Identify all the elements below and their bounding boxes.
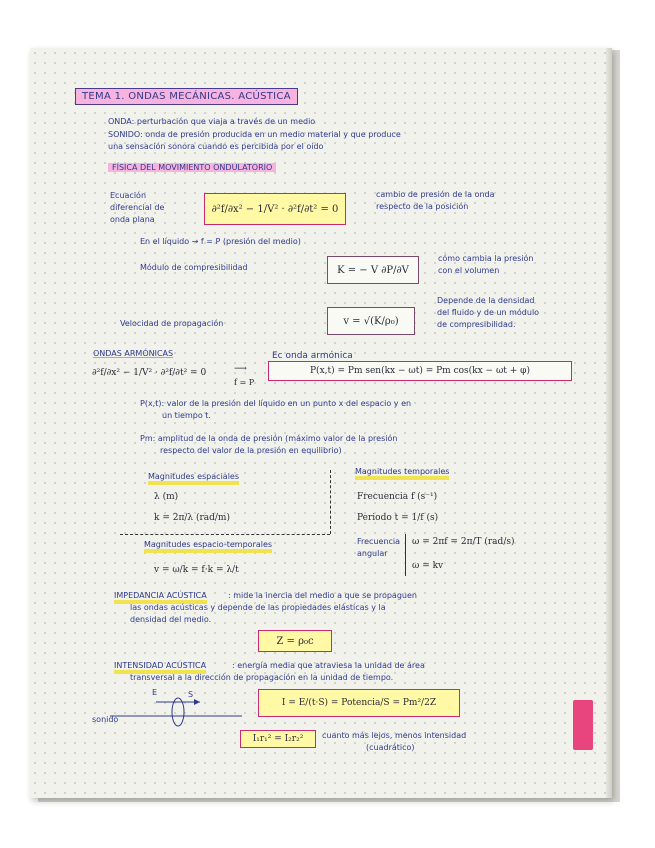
pm-def-line1: Pm: amplitud de la onda de presión (máximo valor de la presión — [140, 434, 398, 443]
intensity-formula: I = E/(t·S) = Potencia/S = Pm²/2Z — [258, 689, 460, 717]
speed-label: Velocidad de propagación — [120, 319, 224, 328]
velocity-relation: v = ω/k = f·k = λ/t — [154, 565, 239, 575]
table-hline — [120, 534, 330, 535]
liquid-note: En el líquido → f = P (presión del medio) — [140, 237, 301, 246]
energy-arrowhead — [194, 699, 200, 705]
spatial-heading: Magnitudes espaciales — [148, 472, 239, 485]
wavenumber: k = 2π/λ (rad/m) — [154, 513, 230, 523]
intensity-line2: transversal a la dirección de propagación en la unidad de tiempo. — [130, 673, 394, 682]
wavelength: λ (m) — [154, 492, 179, 502]
inverse-note-line2: (cuadrático) — [366, 743, 415, 752]
harmonic-heading: Ec onda armónica — [272, 351, 353, 365]
frequency: Frecuencia f (s⁻¹) — [357, 492, 438, 502]
wave-equation-box: ∂²f/∂x² − 1/V² · ∂²f/∂t² = 0 — [204, 193, 346, 225]
section-heading-armonicas: ONDAS ARMÓNICAS — [93, 349, 174, 358]
inverse-square-formula: I₁r₁² = I₂r₂² — [240, 730, 316, 748]
pxt-def-line1: P(x,t): valor de la presión del líquido en un punto x del espacio y en — [140, 399, 412, 408]
diagram-label-e: E — [152, 688, 158, 697]
intro-sonido: SONIDO: onda de presión producida en un medio material y que produce — [108, 130, 401, 139]
speed-note-line1: Depende de la densidad — [437, 296, 535, 305]
pm-def-line2: respecto del valor de la presión en equilibrio) — [160, 446, 342, 455]
arrow-label: f = P — [234, 378, 255, 387]
table-vline — [330, 470, 331, 534]
speed-note-line2: del fluido y de un módulo — [437, 308, 540, 317]
temporal-heading: Magnitudes temporales — [355, 467, 449, 480]
impedance-line2: las ondas acústicas y depende de las propiedades elásticas y la — [130, 603, 386, 612]
period: Periodo t = 1/f (s) — [357, 513, 439, 523]
speed-note-line3: de compresibilidad. — [437, 320, 516, 329]
eq-label-line1: Ecuación — [110, 191, 147, 200]
arrow: ⟶ — [234, 364, 247, 374]
eq-label-line3: onda plana — [110, 215, 155, 224]
angular-formula-1: ω = 2πf = 2π/T (rad/s) — [412, 537, 515, 547]
diagram-label-sound: sonido — [92, 715, 119, 724]
harmonic-diff-eq: ∂²f/∂x² − 1/V² · ∂²f/∂t² = 0 — [92, 368, 207, 378]
spatiotemporal-heading: Magnitudes espacio-temporales — [144, 540, 272, 553]
bulk-note-line2: con el volumen — [438, 266, 500, 275]
angular-label-line1: Frecuencia — [357, 537, 401, 546]
page-tab-marker — [573, 700, 593, 750]
bulk-modulus-formula: K = − V ∂P/∂V — [327, 256, 419, 284]
angular-formula-2: ω = kv — [412, 561, 444, 571]
eq-note-line2: respecto de la posición — [376, 202, 469, 211]
section-heading-fisica: FÍSICA DEL MOVIMIENTO ONDULATORIO — [108, 163, 276, 172]
intensity-heading: INTENSIDAD ACÚSTICA — [114, 661, 206, 674]
harmonic-formula-box: P(x,t) = Pm sen(kx − ωt) = Pm cos(kx − ωt + φ) — [268, 361, 572, 381]
bulk-note-line1: cómo cambia la presión — [438, 254, 534, 263]
impedance-formula: Z = ρ₀c — [258, 630, 332, 652]
notebook-page — [30, 48, 612, 798]
diagram-label-s: S — [188, 690, 194, 699]
speed-formula: v = √(K/ρ₀) — [327, 307, 415, 335]
angular-bracket — [405, 534, 406, 576]
impedance-heading: IMPEDANCIA ACÚSTICA — [114, 591, 207, 604]
sound-diagram — [100, 690, 250, 730]
impedance-line3: densidad del medio. — [130, 615, 212, 624]
bulk-modulus-label: Módulo de compresibilidad — [140, 263, 248, 272]
page-title: TEMA 1. ONDAS MECÁNICAS. ACÚSTICA — [75, 88, 298, 105]
intensity-line1: : energía media que atraviesa la unidad de área — [232, 661, 425, 670]
eq-label-line2: diferencial de — [110, 203, 165, 212]
eq-note-line1: cambio de presión de la onda — [376, 190, 495, 199]
intro-onda: ONDA: perturbación que viaja a través de un medio — [108, 117, 316, 126]
page-edge — [606, 48, 612, 798]
impedance-line1: : mide la inercia del medio a que se propaguen — [228, 591, 417, 600]
pxt-def-line2: un tiempo t. — [162, 411, 211, 420]
intro-sonido-cont: una sensación sonora cuando es percibida por el oído — [108, 142, 324, 151]
inverse-note-line1: cuanto más lejos, menos intensidad — [322, 731, 467, 740]
angular-label-line2: angular — [357, 549, 388, 558]
